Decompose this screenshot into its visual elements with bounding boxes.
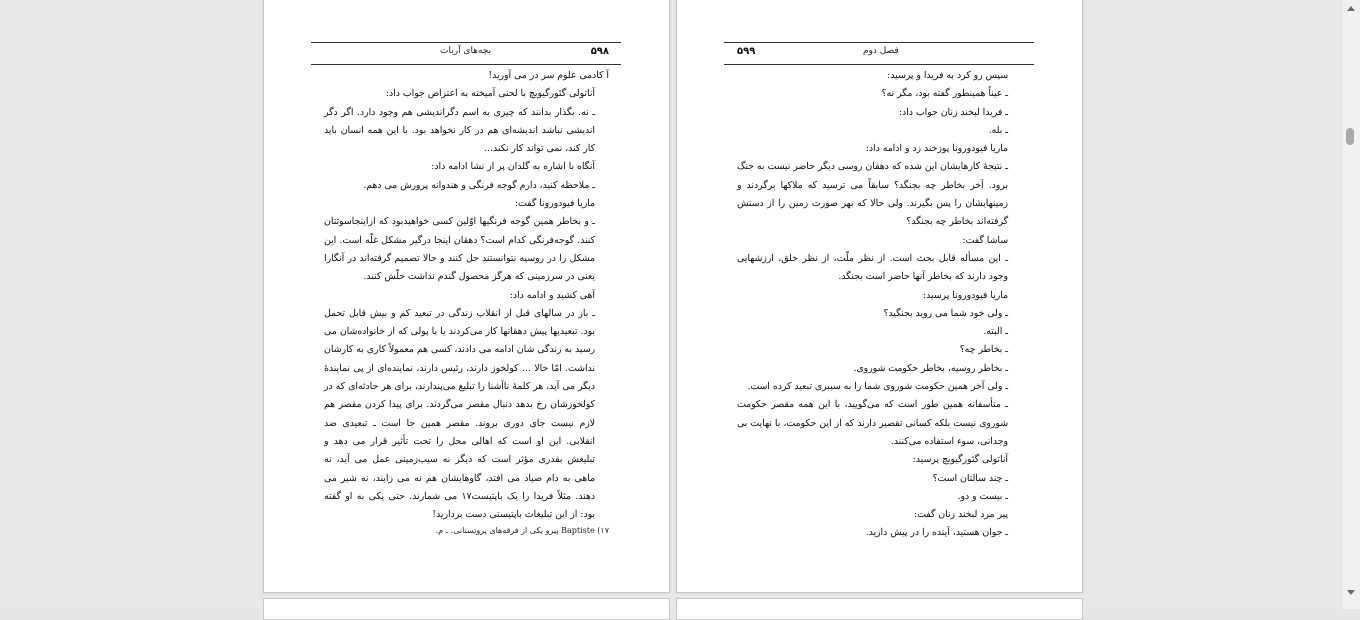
page-number: ۵۹۸: [590, 46, 609, 57]
paragraph: ـ باز در سالهای قبل از انقلاب زندگی در تبعید کم و بیش قابل تحمل بود. تبعیدیها پیش دهقانها کار می‌کردند یا با پولی که از خانواده‌شان می رسید به زندگی شان ادامه می دادند، کسی هم معمولاً کاری به کارشان نداشت. امّا حالا … کولخوز دارند، رئیس دارند، نماینده‌ای از پی نمایندهٔ دیگر می آید، هر کلمهٔ ناآشنا را تبلیغ می‌پندارند، برای هر حادثه‌ای که در کولخوزشان رخ بدهد دنبال مقصر می‌گردند. برای پیدا کردن مقصر هم لازم نیست جای دوری بروند. مقصر همین جا است ـ تبعیدی ضد انقلابی. این او است که اهالی محل را تحت تأثیر قرار می دهد و تبلیغش بقدری مؤثر است که دیگر نه سیب‌زمینی عمل می آید، نه ماهی به دام صیاد می افتد، گاوهایشان هم نه می زایند، نه شیر می دهند. مثلاً فریدا را یک باپتیست۱۷ می شمارند. حتی یکی به او گفته بود: از این تبلیغات باپتیستی دست بردارید!: [324, 307, 595, 521]
header-rule-top: [311, 42, 621, 43]
paragraph: ـ فریدا لبخند زنان جواب داد:: [898, 106, 1008, 118]
header-rule-bottom: [724, 64, 1034, 65]
page-body: [737, 67, 1022, 543]
paragraph: ـ ولی آخر همین حکومت شوروی شما را به سیبری تبعید کرده است.: [747, 381, 1008, 393]
paragraph: ماریا فیودورونا پرسید:: [922, 289, 1008, 301]
footnote: ۱۷) Baptiste پیرو یکی از فرقه‌های پروتستانی. ـ م.: [435, 526, 609, 535]
paragraph: آهی کشید و ادامه داد:: [509, 289, 595, 301]
paragraph: ـ چند سالتان است؟: [932, 472, 1008, 484]
paragraph: ـ بیست و دو.: [957, 490, 1008, 502]
paragraph: ـ بله.: [988, 124, 1008, 136]
paragraph: آناتولی گئورگیویچ پرسید:: [912, 454, 1008, 466]
scroll-thumb[interactable]: [1346, 128, 1354, 145]
header-rule-top: [724, 42, 1034, 43]
next-page-right: [676, 598, 1083, 620]
paragraph: ـ متأسفانه همین طور است که می‌گویید، با این همه مقصر حکومت شوروی نیست بلکه کسانی تقصیر دارند که از این حکومت، با نهایت بی وجدانی، سوء استفاده می‌کنند.: [737, 399, 1008, 447]
scroll-down-arrow-icon[interactable]: [1347, 590, 1355, 595]
running-title: بچه‌های آربات: [440, 46, 492, 56]
paragraph: ـ نه. بگذار بدانند که چیزی به اسم دگراندیشی هم وجود دارد. اگر دگر اندیشی نباشد اندیشه‌ای هم در کار نخواهد بود. با این همه انسان باید کار کند، نمی تواند کار نکند…: [324, 106, 595, 155]
paragraph: ساشا گفت:: [962, 234, 1008, 246]
header-rule-bottom: [311, 64, 621, 65]
page-598: [263, 0, 670, 593]
paragraph: ـ بخاطر روسیه، بخاطر حکومت شوروی.: [853, 362, 1008, 374]
paragraph: سپس رو کرد به فریدا و پرسید:: [887, 70, 1008, 81]
page-body: [324, 67, 609, 524]
paragraph: ـ این مسأله قابل بحث است. از نظر ملّت، از نظر خلق، ارزشهایی وجود دارند که بخاطر آنها حاضر است بجنگد.: [737, 252, 1008, 283]
paragraph: ماریا فیودورونا گفت:: [514, 198, 595, 210]
paragraph: ـ جوان هستید، آینده را در پیش دارید.: [865, 527, 1008, 539]
paragraph: ـ ملاحظه کنید، دارم گوجه فرنگی و هندوانه پرورش می دهم.: [363, 179, 595, 191]
page-599: [676, 0, 1083, 593]
vertical-scrollbar[interactable]: [1341, 0, 1360, 609]
paragraph: ماریا فیودورونا پوزخند زد و ادامه داد:: [865, 143, 1008, 155]
running-title: فصل دوم: [863, 46, 899, 56]
paragraph: ـ ولی خود شما می روید بجنگید؟: [883, 307, 1008, 319]
paragraph: ـ بخاطر چه؟: [959, 344, 1008, 356]
page-number: ۵۹۹: [737, 46, 756, 57]
next-page-left: [263, 598, 670, 620]
paragraph: ـ نتیجهٔ کارهایشان این شده که دهقان روسی دیگر حاضر نیست به جنگ برود. آخر بخاطر چه بجنگد؟ سابقاً می ترسید که ملاکها برگردند و زمینهایشان را پس بگیرند. ولی حالا که بهر صورت زمین را از دستش گرفته‌اند بخاطر چه بجنگد؟: [737, 161, 1008, 228]
paragraph: پیر مرد لبخند زنان گفت:: [913, 509, 1008, 521]
paragraph: ـ عیناً همینطور گفته بود، مگر نه؟: [881, 88, 1008, 100]
paragraph: ـ و بخاطر همین گوجه فرنگیها اوّلین کسی خواهیدبود که ازاینجاسوتتان کنند. گوجه‌فرنگی کدام است؟ دهقان اینجا درگیر مشکل غلّه است. این مشکل را در روسیه نتوانستند حل کنند و حالا تصمیم گرفته‌اند در آنگارا یعنی در سرزمینی که هرگز محصول گندم نداشت حلّش کنند.: [324, 216, 596, 283]
paragraph: ـ البته.: [983, 326, 1008, 338]
paragraph: آ کادمی علوم سر در می آورید!: [488, 70, 609, 81]
paragraph: آناتولی گئورگیویچ با لحنی آمیخته به اعتراض جواب داد:: [385, 88, 595, 100]
scroll-up-arrow-icon[interactable]: [1347, 6, 1355, 11]
paragraph: آنگاه با اشاره به گلدان پر از نشا ادامه داد:: [431, 161, 595, 173]
